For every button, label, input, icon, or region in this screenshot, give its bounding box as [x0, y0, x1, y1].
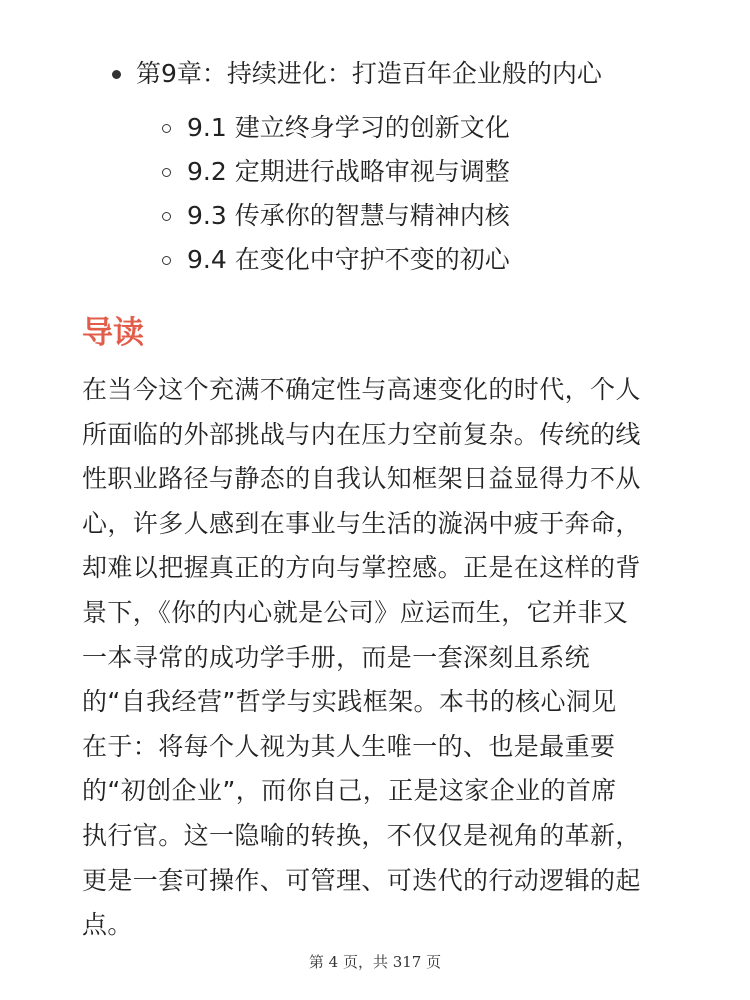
- section-item: [162, 106, 750, 150]
- paragraph-line: 一本寻常的成功学手册，而是一套深刻且系统: [82, 642, 591, 672]
- bullet-dot-icon: [112, 70, 121, 79]
- chapter-title: 第9章：持续进化：打造百年企业般的内心: [136, 59, 602, 88]
- paragraph-line: 执行官。这一隐喻的转换，不仅仅是视角的革新，: [82, 820, 641, 850]
- section-label: 9.3 传承你的智慧与精神内核: [187, 201, 510, 230]
- section-heading: 导读: [82, 315, 144, 351]
- paragraph-line: 的“自我经营”哲学与实践框架。本书的核心洞见: [82, 687, 617, 717]
- section-item: [162, 150, 750, 194]
- hollow-circle-icon: [162, 168, 171, 177]
- hollow-circle-icon: [162, 212, 171, 221]
- section-label: 9.4 在变化中守护不变的初心: [187, 245, 510, 274]
- paragraph-line: 更是一套可操作、可管理、可迭代的行动逻辑的起: [82, 865, 641, 895]
- paragraph-line: 在当今这个充满不确定性与高速变化的时代，个人: [82, 375, 641, 404]
- section-list: [162, 106, 750, 282]
- section-label: 9.1 建立终身学习的创新文化: [187, 113, 510, 142]
- paragraph-line: 心，许多人感到在事业与生活的漩涡中疲于奔命，: [82, 508, 641, 538]
- paragraph-line: 点。: [82, 910, 133, 940]
- hollow-circle-icon: [162, 256, 171, 265]
- paragraph-line: 却难以把握真正的方向与掌控感。正是在这样的背: [82, 553, 641, 583]
- hollow-circle-icon: [162, 124, 171, 133]
- paragraph-line: 所面临的外部挑战与内在压力空前复杂。传统的线: [82, 419, 641, 449]
- paragraph-line: 的“初创企业”，而你自己，正是这家企业的首席: [82, 776, 617, 806]
- paragraph-line: 景下，《你的内心就是公司》应运而生，它并非又: [82, 597, 629, 627]
- paragraph-line: 在于：将每个人视为其人生唯一的、也是最重要: [82, 731, 616, 761]
- section-label: 9.2 定期进行战略审视与调整: [187, 157, 510, 186]
- paragraph-line: 性职业路径与静态的自我认知框架日益显得力不从: [82, 464, 641, 494]
- intro-paragraph: [82, 368, 682, 948]
- section-item: [162, 238, 750, 282]
- page-number-footer: 第 4 页，共 317 页: [308, 953, 442, 971]
- chapter-item: [112, 52, 750, 96]
- table-of-contents: [0, 52, 750, 282]
- section-item: [162, 194, 750, 238]
